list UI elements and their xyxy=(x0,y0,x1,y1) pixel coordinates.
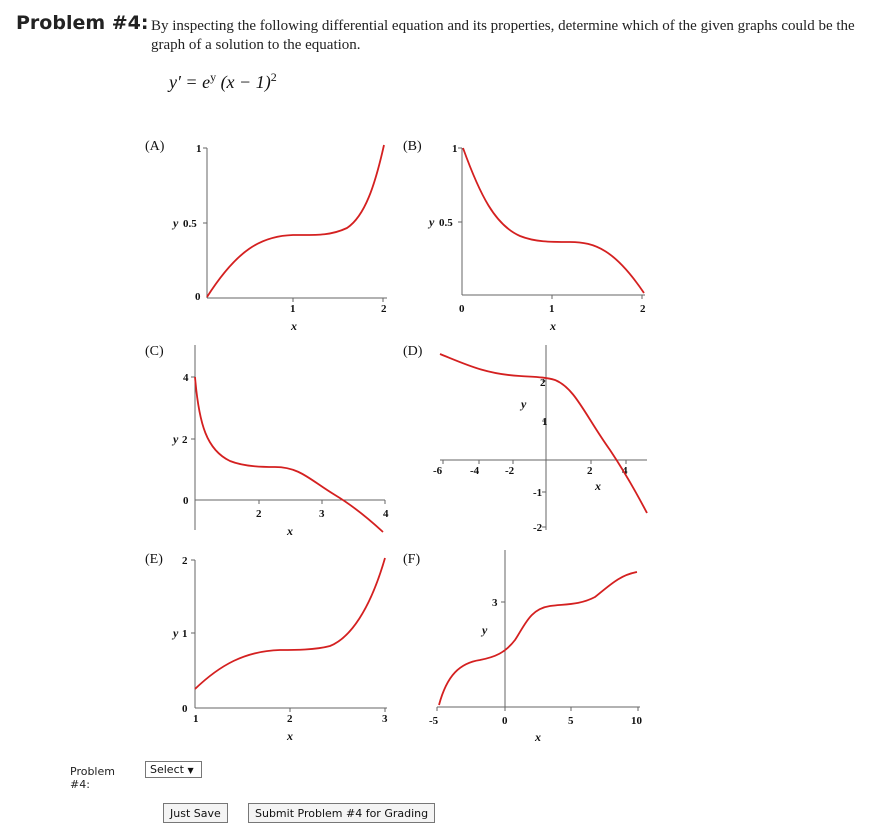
graph-c xyxy=(165,340,405,545)
graph-a-y-name: y xyxy=(173,216,179,230)
graph-a-xtick-2: 2 xyxy=(381,303,387,315)
graph-f-y-name: y xyxy=(482,623,488,637)
graph-f-xtick-4: 10 xyxy=(631,715,642,727)
graph-c-xtick-2: 3 xyxy=(319,508,325,520)
submit-grading-button[interactable]: Submit Problem #4 for Grading xyxy=(248,803,435,823)
equation-exponent: y xyxy=(210,70,217,84)
graph-d-curve xyxy=(440,354,647,513)
graph-b-curve xyxy=(463,148,644,293)
graph-b-x-name: x xyxy=(550,319,556,333)
graph-e-y-name: y xyxy=(173,626,179,640)
graph-e-label: (E) xyxy=(145,552,163,567)
graph-e-xtick-1: 1 xyxy=(193,713,199,725)
graph-a-x-name: x xyxy=(291,319,297,333)
graph-f-ytick-1: 3 xyxy=(492,597,498,609)
graph-a-xtick-1: 1 xyxy=(290,303,296,315)
graph-c-curve xyxy=(195,377,383,532)
graph-d-xtick-1: -6 xyxy=(433,465,443,477)
graph-c-x-name: x xyxy=(287,524,293,538)
graph-f xyxy=(425,545,655,745)
graph-e-ytick-2: 1 xyxy=(182,628,188,640)
graph-a-ytick-2: 0.5 xyxy=(183,218,197,230)
graph-e-ytick-1: 2 xyxy=(182,555,188,567)
graph-f-xtick-1: -5 xyxy=(429,715,439,727)
problem-statement: By inspecting the following differential equation and its properties, determine which of the given graphs could be the graph of a solution to the equation. xyxy=(151,18,855,53)
graph-c-ytick-2: 2 xyxy=(182,434,188,446)
equation-rhs: (x − 1) xyxy=(216,72,271,92)
graph-b-y-name: y xyxy=(429,215,435,229)
graph-e-xtick-3: 3 xyxy=(382,713,388,725)
graph-c-xtick-1: 2 xyxy=(256,508,262,520)
graph-d xyxy=(425,340,655,545)
graph-e-xtick-2: 2 xyxy=(287,713,293,725)
graph-e-x-name: x xyxy=(287,729,293,743)
graph-d-xtick-5: 4 xyxy=(622,465,628,477)
answer-select[interactable] xyxy=(145,761,202,778)
graph-d-ytick-3: -1 xyxy=(533,487,543,499)
graph-c-xtick-3: 4 xyxy=(383,508,389,520)
graph-d-ytick-4: -2 xyxy=(533,522,543,534)
graph-e-ytick-3: 0 xyxy=(182,703,188,715)
graph-d-x-name: x xyxy=(595,479,601,493)
graph-b-xtick-3: 2 xyxy=(640,303,646,315)
graph-f-xtick-2: 0 xyxy=(502,715,508,727)
graph-d-xtick-3: -2 xyxy=(505,465,515,477)
graph-a-ytick-3: 0 xyxy=(195,291,201,303)
graph-b-xtick-2: 1 xyxy=(549,303,555,315)
equation-lhs: y′ = e xyxy=(169,72,211,92)
graph-d-label: (D) xyxy=(403,344,423,359)
chevron-down-icon: ▼ xyxy=(187,766,194,775)
graph-b xyxy=(420,140,660,335)
graph-b-ytick-1: 1 xyxy=(452,143,458,155)
graph-b-label: (B) xyxy=(403,139,422,154)
graph-d-y-name: y xyxy=(521,397,527,411)
problem-heading: Problem #4: xyxy=(16,12,149,34)
graph-f-curve xyxy=(439,572,637,705)
equation-power: 2 xyxy=(270,70,277,84)
graph-b-xtick-1: 0 xyxy=(459,303,465,315)
answer-select-value: Select xyxy=(150,763,184,776)
graph-c-y-name: y xyxy=(173,432,179,446)
graph-a-label: (A) xyxy=(145,139,165,154)
graph-d-ytick-2: 1 xyxy=(542,416,548,428)
graph-a-ytick-1: 1 xyxy=(196,143,202,155)
graph-d-xtick-2: -4 xyxy=(470,465,480,477)
graph-d-xtick-4: 2 xyxy=(587,465,593,477)
graph-a-curve xyxy=(207,145,384,297)
graph-b-ytick-2: 0.5 xyxy=(439,217,453,229)
answer-label: Problem #4: xyxy=(70,765,115,791)
graph-f-xtick-3: 5 xyxy=(568,715,574,727)
just-save-button[interactable]: Just Save xyxy=(163,803,228,823)
graph-d-ytick-1: 2 xyxy=(540,377,546,389)
graph-c-ytick-3: 0 xyxy=(183,495,189,507)
graph-f-x-name: x xyxy=(535,730,541,744)
graph-e-curve xyxy=(195,558,385,689)
graph-a xyxy=(165,140,405,335)
graph-c-label: (C) xyxy=(145,344,164,359)
graph-f-label: (F) xyxy=(403,552,421,567)
graph-e xyxy=(165,550,405,745)
graph-c-ytick-1: 4 xyxy=(183,372,189,384)
differential-equation xyxy=(169,70,277,93)
